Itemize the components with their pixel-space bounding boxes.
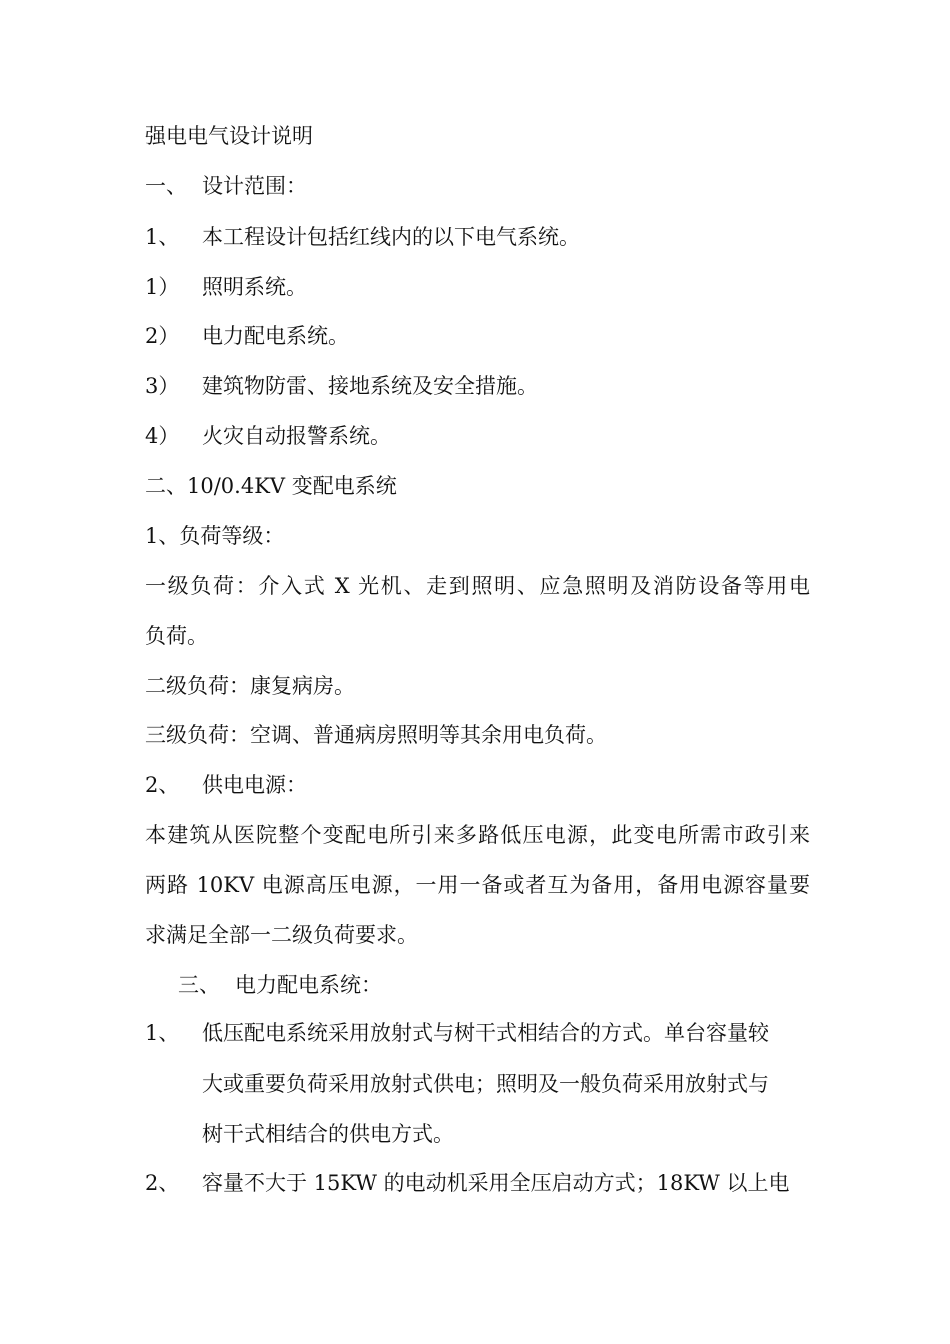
section-2-heading (145, 473, 810, 499)
scope-subitem-2-text: 电力配电系统。 (202, 324, 349, 348)
section-1-item-1-number: 1、 (145, 225, 180, 249)
section-1-item-1-text: 本工程设计包括红线内的以下电气系统。 (202, 225, 580, 249)
scope-subitem-1 (145, 274, 810, 300)
scope-subitem-4-number: 4） (145, 424, 180, 448)
power-supply-line-3-text: 求满足全部一二级负荷要求。 (145, 923, 418, 947)
section-3-number: 三、 (178, 973, 220, 997)
load-level-3-text: 三级负荷：空调、普通病房照明等其余用电负荷。 (145, 723, 607, 747)
scope-subitem-3-text: 建筑物防雷、接地系统及安全措施。 (202, 374, 538, 398)
load-level-2 (145, 673, 810, 699)
scope-subitem-1-text: 照明系统。 (202, 275, 307, 299)
distribution-item-1-line-1 (145, 1020, 810, 1046)
power-supply-line-3 (145, 922, 810, 948)
distribution-item-1-line-2 (202, 1071, 810, 1097)
scope-subitem-4 (145, 423, 810, 449)
section-1-heading (145, 173, 810, 199)
scope-subitem-1-number: 1） (145, 275, 180, 299)
distribution-item-2-number: 2、 (145, 1171, 180, 1195)
distribution-item-1-number: 1、 (145, 1021, 180, 1045)
power-supply-number: 2、 (145, 773, 180, 797)
power-supply-text: 供电电源： (202, 773, 307, 797)
section-1-text: 设计范围： (202, 174, 307, 198)
load-level-1-line-1: 一级负荷：介入式 X 光机、走到照明、应急照明及消防设备等用电 (145, 574, 810, 598)
load-level-1-line-2-text: 负荷。 (145, 624, 208, 648)
load-level-1-line-2 (145, 623, 810, 649)
document-title-text: 强电电气设计说明 (145, 124, 313, 148)
distribution-item-1-line-1-text: 低压配电系统采用放射式与树干式相结合的方式。单台容量较 (202, 1021, 769, 1045)
distribution-item-1-line-3 (202, 1121, 810, 1147)
power-supply-heading (145, 772, 810, 798)
power-supply-line-1: 本建筑从医院整个变配电所引来多路低压电源，此变电所需市政引来 (145, 823, 810, 847)
section-2-heading-text: 二、10/0.4KV 变配电系统 (145, 474, 397, 498)
section-1-item-1 (145, 224, 810, 250)
scope-subitem-2-number: 2） (145, 324, 180, 348)
distribution-item-2-line-1 (145, 1170, 810, 1196)
section-3-heading (178, 972, 810, 998)
section-3-text: 电力配电系统： (235, 973, 382, 997)
scope-subitem-4-text: 火灾自动报警系统。 (202, 424, 391, 448)
section-1-number: 一、 (145, 174, 187, 198)
load-level-heading-text: 1、负荷等级： (145, 524, 285, 548)
load-level-2-text: 二级负荷：康复病房。 (145, 674, 355, 698)
scope-subitem-2 (145, 323, 810, 349)
distribution-item-1-line-3-text: 树干式相结合的供电方式。 (202, 1122, 454, 1146)
power-supply-line-2: 两路 10KV 电源高压电源，一用一备或者互为备用，备用电源容量要 (145, 873, 810, 897)
load-level-3 (145, 722, 810, 748)
distribution-item-1-line-2-text: 大或重要负荷采用放射式供电；照明及一般负荷采用放射式与 (202, 1072, 769, 1096)
scope-subitem-3-number: 3） (145, 374, 180, 398)
load-level-heading (145, 523, 810, 549)
distribution-item-2-line-1-text: 容量不大于 15KW 的电动机采用全压启动方式；18KW 以上电 (202, 1171, 790, 1195)
scope-subitem-3 (145, 373, 810, 399)
document-title (145, 123, 810, 149)
